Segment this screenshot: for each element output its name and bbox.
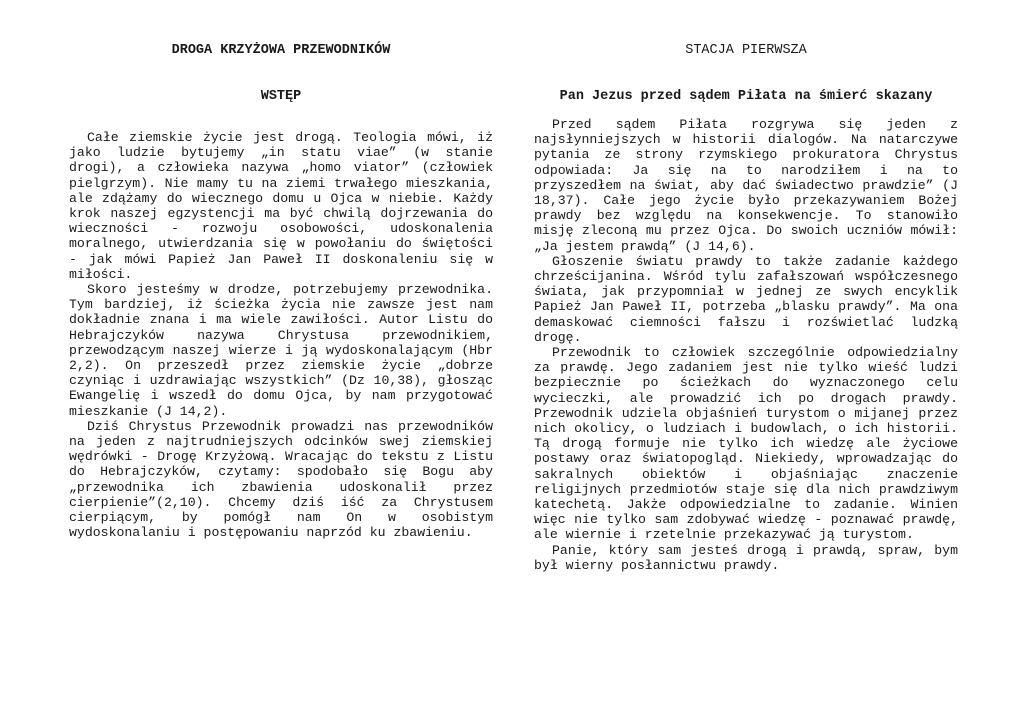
station-paragraph-1: Przed sądem Piłata rozgrywa się jeden z najsłynniejszych w historii dialogów. Na natarczywe pytania ze strony rzymskiego prokuratora Chrystus odpowiada: Ja się na to narodziłem i na to przyszedłem na świat, aby dać świadectwo prawdzie” (J 18,37). Całe jego życie było przekazywaniem Bożej prawdy bez względu na konsekwencje. To stanowiło misję zleconą mu przez Ojca. Do swoich uczniów mówił: „Ja jestem prawdą” (J 14,6). xyxy=(534,117,958,254)
station-label: STACJA PIERWSZA xyxy=(685,43,807,58)
section-heading-intro: WSTĘP xyxy=(260,89,302,104)
station-paragraph-4: Panie, który sam jesteś drogą i prawdą, spraw, bym był wierny posłannictwu prawdy. xyxy=(534,542,958,573)
intro-paragraph-1: Całe ziemskie życie jest drogą. Teologia mówi, iż jako ludzie bytujemy „in statu viae” (w stanie drogi), a człowieka nazywa „homo viator” (człowiek pielgrzym). Nie mamy tu na ziemi trwałego mieszkania, ale zdążamy do wiecznego domu u Ojca w niebie. Każdy krok naszej egzystencji ma być chwilą dojrzewania do wieczności - rozwoju osobowości, udoskonalenia moralnego, utwierdzania się w powołaniu do świętości - jak mówi Papież Jan Paweł II doskonaleniu się w miłości. xyxy=(69,130,493,282)
document-title: DROGA KRZYŻOWA PRZEWODNIKÓW xyxy=(171,43,391,58)
intro-body xyxy=(69,130,493,540)
intro-paragraph-3: Dziś Chrystus Przewodnik prowadzi nas przewodników na jeden z najtrudniejszych odcinków swej ziemskiej wędrówki - Drogę Krzyżową. Wracając do tekstu z Listu do Hebrajczyków, czytamy: spodobało się Bogu aby „przewodnika ich zbawienia udoskonalił przez cierpienie”(2,10). Chcemy dziś iść za Chrystusem cierpiącym, by pomógł nam On w osobistym wydoskonalaniu i postępowaniu naprzód ku zbawieniu. xyxy=(69,418,493,541)
station-paragraph-2: Głoszenie światu prawdy to także zadanie każdego chrześcijanina. Wśród tylu zafałszowań współczesnego świata, jak przypomniał w jednej ze swych encyklik Papież Jan Paweł II, potrzeba „blasku prawdy”. Ma ona demaskować ciemności fałszu i rozświetlać ludzką drogę. xyxy=(534,253,958,345)
station-paragraph-3: Przewodnik to człowiek szczególnie odpowiedzialny za prawdę. Jego zadaniem jest nie tylko wieść ludzi bezpiecznie po ścieżkach do wyznaczonego celu wycieczki, ale prowadzić ich po drogach prawdy. Przewodnik udziela objaśnień turystom o mijanej przez nich okolicy, o ludziach i budowlach, o ich historii. Tą drogą formuje nie tylko ich wiedzę ale życiowe postawy oraz światopogląd. Niekiedy, wprowadzając do sakralnych obiektów i objaśniając znaczenie religijnych przedmiotów staje się dla nich prawdziwym katechetą. Jakże odpowiedzialne to zadanie. Winien więc nie tylko sam zdobywać wiedzę - poznawać prawdę, ale wiernie i rzetelnie przekazywać ją turystom. xyxy=(534,345,958,543)
station-body xyxy=(534,117,958,573)
station-heading: Pan Jezus przed sądem Piłata na śmierć skazany xyxy=(559,89,933,104)
intro-paragraph-2: Skoro jesteśmy w drodze, potrzebujemy przewodnika. Tym bardziej, iż ścieżka życia nie zawsze jest nam dokładnie znana i ma wiele zawiłości. Autor Listu do Hebrajczyków nazywa Chrystusa przewodnikiem, przewodzącym naszej wierze i ją wydoskonalającym (Hbr 2,2). On przeszedł przez ziemskie życie „dobrze czyniąc i uzdrawiając wszystkich” (Dz 10,38), głosząc Ewangelię i wszedł do domu Ojca, by nam przygotować mieszkanie (J 14,2). xyxy=(69,282,493,419)
